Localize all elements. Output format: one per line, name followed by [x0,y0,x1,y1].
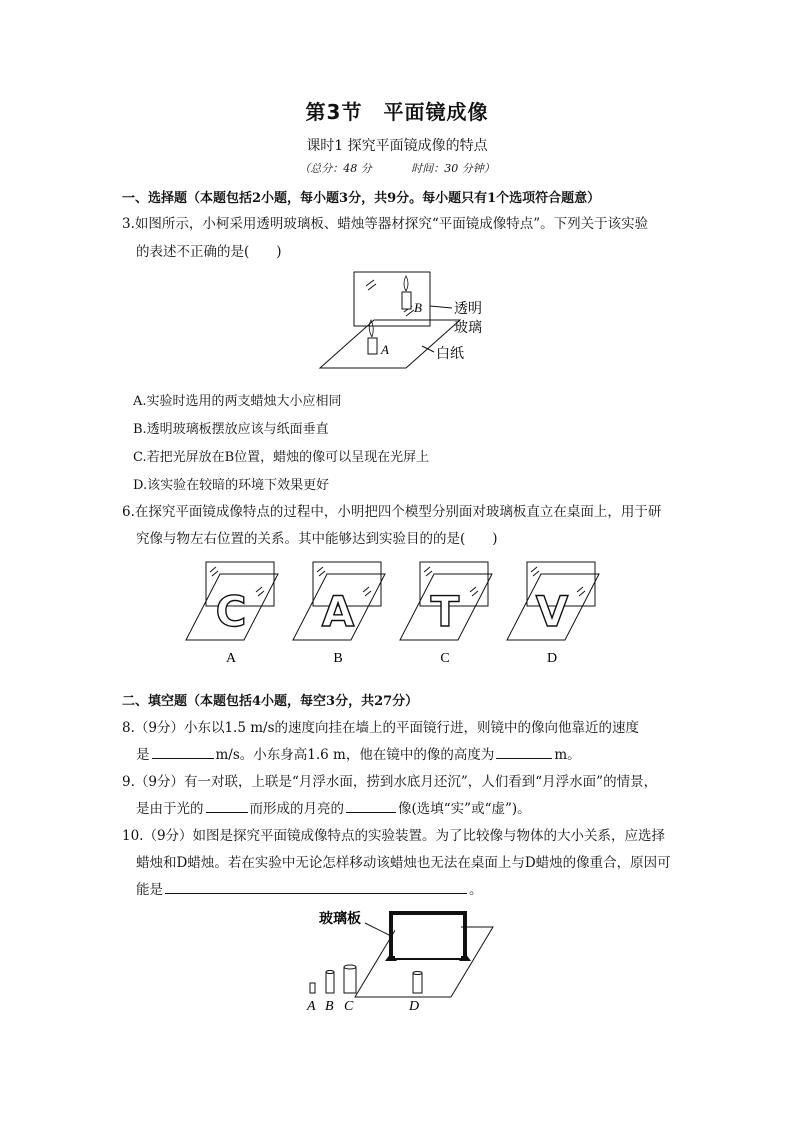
q6-option-figure-2 [293,562,385,666]
page-title: 第3节 平面镜成像 [305,100,489,124]
glass-shine-mark [256,587,262,592]
total-score: （总分：48 分 [299,162,372,175]
q10-line3: 能是 。 [136,882,483,898]
candle-label-b: B [325,999,334,1014]
letter-model-v: V [535,587,569,636]
q6-option-figure-3 [400,562,492,666]
glass-label-2: 玻璃 [454,320,482,336]
q3-option-a: A.实验时选用的两支蜡烛大小应相同 [133,394,342,409]
q6-stem-line2: 究像与物左右位置的关系。其中能够达到实验目的的是( ) [136,531,498,547]
glass-shine-mark [212,571,218,576]
section2-heading: 二、填空题（本题包括4小题，每空3分，共27分） [122,694,419,709]
q9-blank-image [346,800,396,813]
q3-option-d: D.该实验在较暗的环境下效果更好 [133,478,330,493]
q8-blank-speed [152,746,214,759]
q10-figure [305,905,505,1015]
glass-shine-mark [531,567,537,572]
glass-shine-mark [317,567,323,572]
paper-label: 白纸 [436,346,464,362]
glass-shine-mark [577,587,583,592]
q6-figure [180,558,620,670]
glass-shine-mark [579,591,585,596]
q10-line2: 蜡烛和D蜡烛。若在实验中无论怎样移动该蜡烛也无法在桌面上与D蜡烛的像重合，原因可 [136,855,671,871]
q3-option-c: C.若把光屏放在B位置，蜡烛的像可以呈现在光屏上 [133,450,430,465]
glass-shine-mark [365,591,371,596]
q9-line1: 9.（9分）有一对联，上联是“月浮水面，捞到水底月还沉”，人们看到“月浮水面”的情景， [122,774,658,790]
q10-line1: 10.（9分）如图是探究平面镜成像特点的实验装置。为了比较像与物体的大小关系，应选择 [122,828,666,844]
candle-label-d: D [409,999,420,1014]
glass-shine-mark [533,571,539,576]
q6-option-label: D [546,651,558,666]
glass-plate-label: 玻璃板 [319,911,361,927]
glass-shine-mark [424,567,430,572]
glass-shine-mark [210,567,216,572]
glass-label-1: 透明 [454,301,482,317]
q6-stem-line1: 6.在探究平面镜成像特点的过程中，小明把四个模型分别面对玻璃板直立在桌面上，用于研 [122,504,662,520]
q3-stem-line1: 3.如图所示，小柯采用透明玻璃板、蜡烛等器材探究“平面镜成像特点”。下列关于该实验 [122,216,649,232]
candle-label-c: C [344,999,354,1014]
q6-option-figure-1 [186,562,278,666]
q3-figure [318,268,482,376]
glass-shine-mark [258,591,264,596]
glass-shine-mark [472,591,478,596]
candle-a-label: A [381,342,389,357]
q6-option-label: B [333,651,343,666]
score-info [0,160,794,176]
q6-option-label: A [225,651,237,666]
candle-b-label: B [414,300,422,315]
letter-model-t: T [430,587,460,636]
q10-blank-reason [165,881,467,894]
q8-blank-height [496,746,552,759]
q9-line2: 是由于光的 而形成的月亮的 像(选填“实”或“虚”)。 [136,801,531,817]
candle-label-a: A [307,999,316,1014]
glass-shine-mark [470,587,476,592]
glass-shine-mark [363,587,369,592]
glass-shine-mark [426,571,432,576]
lesson-subtitle: 课时1 探究平面镜成像的特点 [306,138,488,154]
q6-option-figure-4 [507,562,599,666]
time-limit: 时间：30 分钟） [411,162,495,175]
letter-model-c: C [215,587,247,636]
q6-option-label: C [440,651,450,666]
q3-stem-line2: 的表述不正确的是( ) [136,244,282,260]
q8-line1: 8.（9分）小东以1.5 m/s的速度向挂在墙上的平面镜行进，则镜中的像向他靠近的速度 [122,720,640,736]
glass-shine-mark [319,571,325,576]
letter-model-a: A [321,587,355,636]
section1-heading: 一、选择题（本题包括2小题，每小题3分，共9分。每小题只有1个选项符合题意） [122,191,601,206]
q8-line2: 是 m/s。小东身高1.6 m，他在镜中的像的高度为 m。 [136,747,581,763]
q3-option-b: B.透明玻璃板摆放应该与纸面垂直 [133,422,329,437]
q9-blank-light [206,800,248,813]
